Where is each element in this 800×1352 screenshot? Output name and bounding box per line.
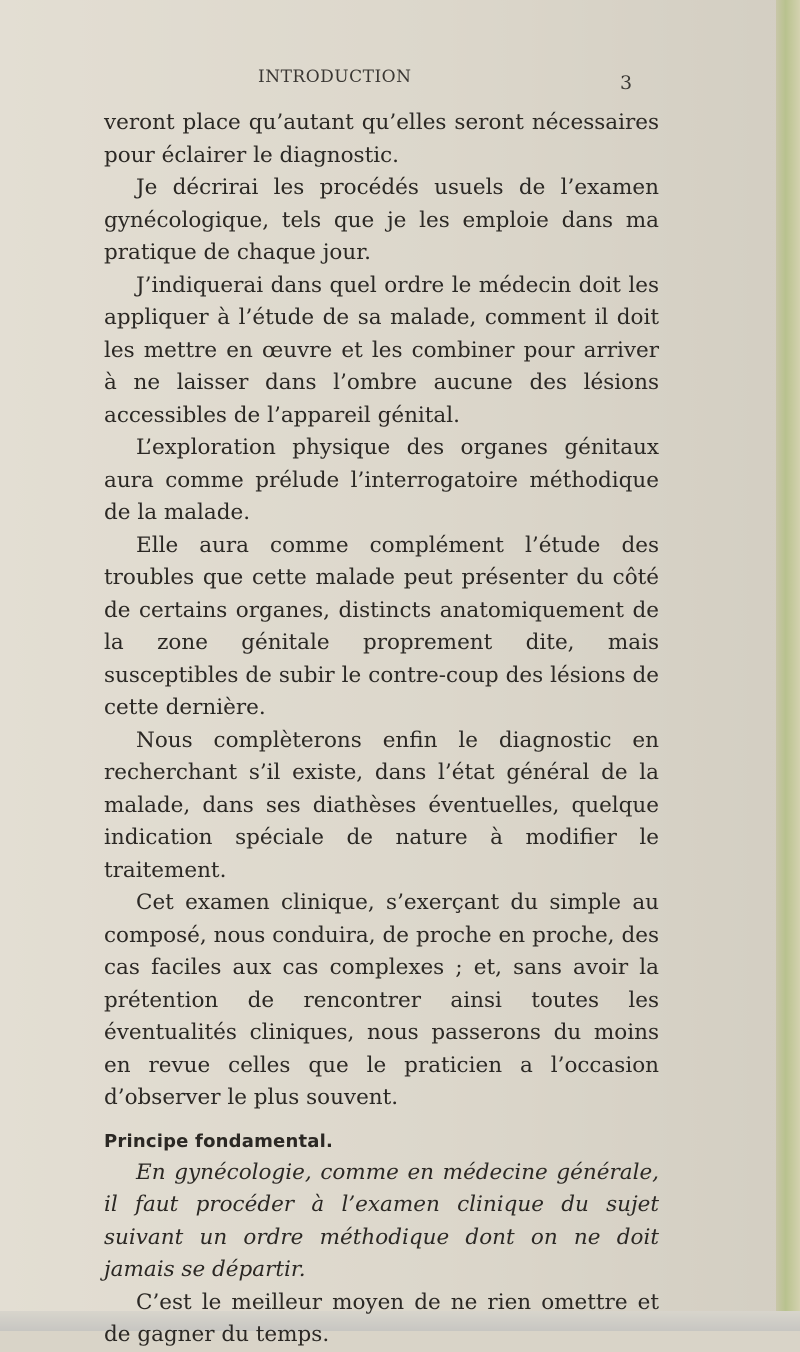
body-text [104,107,659,1352]
paragraph: Je décrirai les procédés usuels de l’examen gynécologique, tels que je les emploie dans ma pratique de chaque jour. [104,175,659,265]
running-title: INTRODUCTION [258,67,412,87]
paragraph: Nous complèterons enfin le diagnostic en recherchant s’il existe, dans l’état général de la malade, dans ses diathèses éventuelles, quelque indication spéciale de nature à modifier le traitement. [104,727,659,883]
principle-text: En gynécologie, comme en médecine générale, il faut procéder à l’examen clinique du sujet suivant un ordre méthodique dont on ne doit jamais se départir. [104,1159,659,1282]
page-header [0,65,800,95]
section-heading: Principe fondamental. [104,1130,334,1152]
paragraph: Cet examen clinique, s’exerçant du simple au composé, nous conduira, de proche en proche, des cas faciles aux cas complexes ; et, sans avoir la prétention de rencontrer ainsi toutes les éventualités cliniques, nous passerons du moins en revue celles que le praticien a l’occasion d’observer le plus souvent. [104,890,659,1110]
paragraph: veront place qu’autant qu’elles seront nécessaires pour éclairer le diagnostic. [104,110,659,168]
page-number: 3 [620,72,633,94]
paragraph: Elle aura comme complément l’étude des troubles que cette malade peut présenter du côté de certains organes, distincts anatomiquement de la zone génitale proprement dite, mais susceptibles de subir le contre-coup des lésions de cette dernière. [104,532,659,720]
paragraph: L’exploration physique des organes génitaux aura comme prélude l’interrogatoire méthodique de la malade. [104,435,659,525]
paragraph: J’indiquerai dans quel ordre le médecin doit les appliquer à l’étude de sa malade, comment il doit les mettre en œuvre et les combiner pour arriver à ne laisser dans l’ombre aucune des lésions accessibles de l’appareil génital. [104,272,659,428]
closing-paragraph: C’est le meilleur moyen de ne rien omettre et de gagner du temps. [104,1289,659,1347]
page-edge [776,0,800,1331]
